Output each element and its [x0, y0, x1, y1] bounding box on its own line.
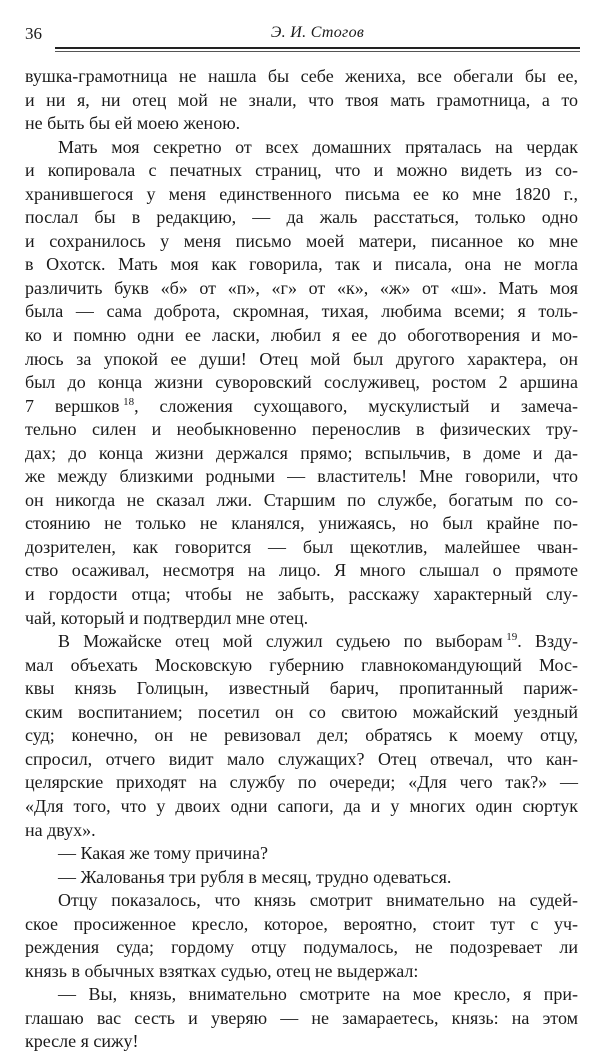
text-line	[25, 983, 578, 1007]
text-line	[25, 324, 578, 348]
line-text: Отцу показалось, что князь смотрит внимательно на судей-	[58, 890, 578, 911]
text-line	[25, 866, 578, 890]
line-text: вушка-грамотница не нашла бы себе жениха, все обегали бы ее,	[25, 66, 578, 86]
line-text: была — сама доброта, скромная, тихая, любима всеми; я толь-	[25, 301, 578, 322]
line-text: квы князь Голицын, известный барич, пропитанный париж-	[25, 678, 578, 699]
footnote-ref[interactable]: 19	[506, 631, 518, 644]
text-line	[25, 230, 578, 254]
line-text: глашаю вас сесть и уверяю — не замараетесь, князь: на этом	[25, 1007, 578, 1028]
text-line	[25, 654, 578, 678]
line-text: и копировала с печатных страниц, что и можно видеть из со-	[25, 160, 578, 181]
line-text: целярские приходят на службу по очереди; «Для чего так?» —	[25, 772, 578, 793]
text-line	[25, 913, 578, 937]
line-text: Мать моя секретно от всех домашних пряталась на чердак	[58, 136, 578, 157]
text-line	[25, 300, 578, 324]
line-text: 7 вершков	[25, 395, 120, 416]
line-text: ским воспитанием; посетил он со свитою можайский уездный	[25, 701, 578, 722]
text-line	[25, 112, 578, 136]
line-text: на двух».	[25, 819, 96, 840]
page-number: 36	[25, 24, 42, 43]
text-line	[25, 819, 578, 843]
line-text: «Для того, что у двоих одни сапоги, да и у многих один сюртук	[25, 795, 578, 816]
text-line	[25, 889, 578, 913]
line-text: дах; до конца жизни держался прямо; вспыльчив, в доме и да-	[25, 442, 578, 463]
line-text: он никогда не сказал лжи. Старшим по службе, богатым по со-	[25, 489, 578, 510]
text-line	[25, 395, 578, 419]
line-text: реждения суда; гордому отцу подумалось, не подозревает ли	[25, 937, 578, 958]
text-line	[25, 630, 578, 654]
body-text	[25, 65, 578, 1054]
line-text: и ни я, ни отец мой не знали, что твоя мать грамотница, а то	[25, 89, 578, 110]
line-text: ское просиженное кресло, которое, вероятно, стоит тут с уч-	[25, 913, 578, 934]
text-line	[25, 677, 578, 701]
line-text: В Можайске отец мой служил судьею по выборам	[58, 631, 503, 652]
line-text: спросил, отчего видит мало служащих? Отец отвечал, что кан-	[25, 748, 578, 769]
text-line	[25, 65, 578, 89]
line-text: и гордости отца; чтобы не забыть, расскажу характерный слу-	[25, 584, 578, 605]
text-line	[25, 724, 578, 748]
line-text: — Жалованья три рубля в месяц, трудно одеваться.	[58, 866, 452, 887]
line-text: послал бы в редакцию, — да жаль расстаться, только одно	[25, 207, 578, 228]
text-line	[25, 371, 578, 395]
line-text: в Охотск. Мать моя как говорила, так и писала, она не могла	[25, 254, 578, 275]
text-line	[25, 842, 578, 866]
running-title: Э. И. Стогов	[270, 24, 365, 41]
text-line	[25, 277, 578, 301]
line-text: различить букв «б» от «п», «г» от «к», «ж» от «ш». Мать моя	[25, 277, 578, 298]
text-line	[25, 1030, 578, 1054]
text-line	[25, 89, 578, 113]
line-text: . Взду-	[517, 631, 578, 652]
text-line	[25, 442, 578, 466]
text-line	[25, 607, 578, 631]
text-line	[25, 418, 578, 442]
line-text: дозрителен, как говорится — был щекотлив, малейшее чван-	[25, 536, 578, 557]
line-text: был до конца жизни суворовский сослуживец, ростом 2 аршина	[25, 372, 578, 393]
text-line	[25, 795, 578, 819]
line-text: — Вы, князь, внимательно смотрите на мое кресло, я при-	[58, 984, 578, 1005]
text-line	[25, 136, 578, 160]
text-line	[25, 536, 578, 560]
text-line	[25, 489, 578, 513]
text-line	[25, 253, 578, 277]
text-line	[25, 348, 578, 372]
text-line	[25, 512, 578, 536]
line-text: князь в обычных взятках судью, отец не выдержал:	[25, 960, 419, 981]
header-rule-thin	[55, 51, 580, 52]
text-line	[25, 701, 578, 725]
line-text: — Какая же тому причина?	[58, 843, 268, 864]
line-text: мал объехать Московскую губернию главнокомандующий Мос-	[25, 654, 578, 675]
line-text: чай, который и подтвердил мне отец.	[25, 607, 309, 628]
text-line	[25, 159, 578, 183]
line-text: ство осаживал, несмотря на лицо. Я много слышал о прямоте	[25, 560, 578, 581]
line-text: суд; конечно, он не ревизовал дел; обратясь к моему отцу,	[25, 725, 578, 746]
line-text: же между близкими родными — властитель! Мне говорили, что	[25, 466, 578, 487]
line-text: и сохранилось у меня письмо моей матери, писанное ко мне	[25, 230, 578, 251]
line-text: тельно силен и необыкновенно перенослив в физических тру-	[25, 419, 578, 440]
text-line	[25, 465, 578, 489]
text-line	[25, 771, 578, 795]
text-line	[25, 748, 578, 772]
text-line	[25, 183, 578, 207]
text-line	[25, 583, 578, 607]
text-line	[25, 960, 578, 984]
text-line	[25, 1007, 578, 1031]
footnote-ref[interactable]: 18	[123, 395, 135, 408]
header-rule	[55, 47, 580, 49]
line-text: люсь за упокой ее души! Отец мой был другого характера, он	[25, 348, 578, 369]
line-text: стоянию не только не кланялся, унижаясь, но был крайне по-	[25, 513, 578, 534]
text-line	[25, 206, 578, 230]
line-text: хранившегося у меня единственного письма ее ко мне 1820 г.,	[25, 183, 578, 204]
line-text: кресле я сижу!	[25, 1031, 139, 1052]
line-text: ко и помню одни ее ласки, любил я ее до обоготворения и мо-	[25, 325, 578, 346]
line-text: , сложения сухощавого, мускулистый и замеча-	[134, 395, 578, 416]
text-line	[25, 559, 578, 583]
line-text: не быть бы ей моею женою.	[25, 113, 241, 134]
text-line	[25, 936, 578, 960]
